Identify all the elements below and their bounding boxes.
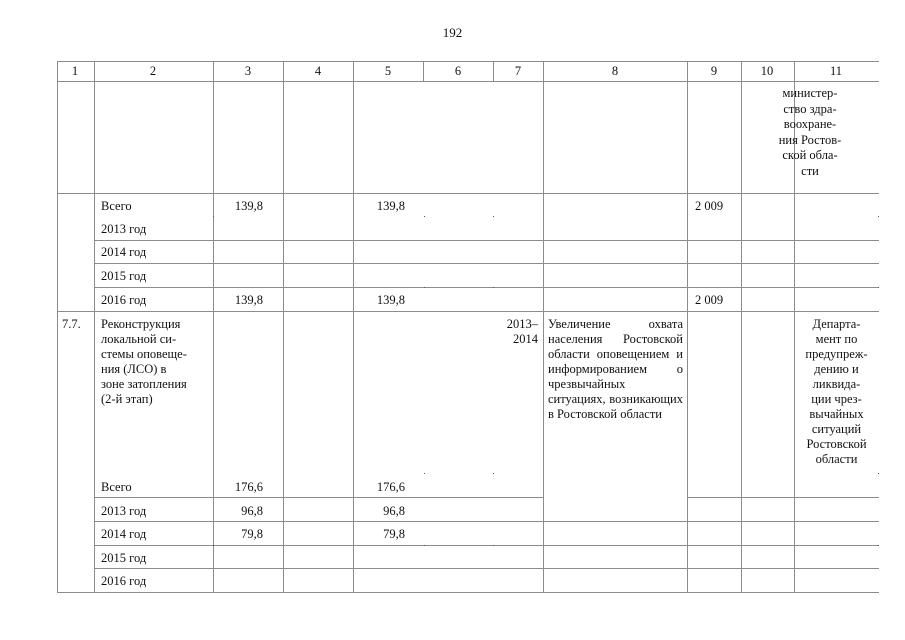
item-number: 7.7. xyxy=(62,317,81,331)
rule-header-bottom xyxy=(57,81,879,82)
scan-speck xyxy=(878,473,879,474)
row-label: 2014 год xyxy=(101,527,147,541)
cell-col3: 79,8 xyxy=(241,527,263,541)
cell-col9: 2 009 xyxy=(695,199,724,213)
row-label: 2016 год xyxy=(101,574,147,588)
column-number: 11 xyxy=(829,64,843,78)
column-number: 8 xyxy=(611,64,619,78)
row-label: 2013 год xyxy=(101,504,147,518)
row-label: 2016 год xyxy=(101,293,147,307)
cell-col5: 79,8 xyxy=(383,527,405,541)
item-title: Реконструкция локальной си- стемы оповеще- ния (ЛСО) в зоне затопления (2-й этап) xyxy=(101,317,187,406)
row-label: Всего xyxy=(101,480,132,494)
row-label: 2015 год xyxy=(101,551,147,565)
rule-col-4 xyxy=(283,61,284,592)
rule-col-6 xyxy=(423,61,424,81)
scan-speck xyxy=(878,545,879,546)
cell-col3: 139,8 xyxy=(234,199,263,213)
rule-row xyxy=(94,287,879,288)
cell-col5: 176,6 xyxy=(376,480,405,494)
rule-col-8 xyxy=(543,61,544,592)
item-result: Увеличение охвата населения Ростовской области оповещением и информированием о чрезвычайных ситуациях, возникающих в Ростовской области xyxy=(548,317,683,421)
rule-top xyxy=(57,61,879,62)
scan-speck xyxy=(493,216,494,217)
column-number: 9 xyxy=(710,64,718,78)
column-number: 4 xyxy=(314,64,322,78)
row-label: 2015 год xyxy=(101,269,147,283)
executor-continuation: министер- ство здра- воохране- ния Ростов- ской обла- сти xyxy=(778,86,842,178)
rule-row xyxy=(94,545,879,546)
rule-row xyxy=(687,497,879,498)
rule-block1-top xyxy=(57,193,879,194)
scan-speck xyxy=(493,287,494,288)
rule-row xyxy=(94,240,879,241)
row-label: Всего xyxy=(101,199,132,213)
rule-row xyxy=(94,497,543,498)
page-number: 192 xyxy=(442,25,463,40)
cell-col3: 139,8 xyxy=(234,293,263,307)
scan-speck xyxy=(878,287,879,288)
rule-block2-top xyxy=(57,311,879,312)
row-label: 2014 год xyxy=(101,245,147,259)
row-label: 2013 год xyxy=(101,222,147,236)
rule-col-left xyxy=(57,61,58,592)
column-number: 5 xyxy=(384,64,392,78)
scan-speck xyxy=(424,473,425,474)
rule-col-2 xyxy=(94,61,95,592)
column-number: 1 xyxy=(71,64,79,78)
cell-col5: 139,8 xyxy=(376,199,405,213)
scan-speck xyxy=(878,216,879,217)
scan-speck xyxy=(213,216,214,217)
column-number: 10 xyxy=(760,64,774,78)
cell-col9: 2 009 xyxy=(695,293,724,307)
scan-speck xyxy=(424,287,425,288)
rule-bottom xyxy=(57,592,879,593)
cell-col5: 139,8 xyxy=(376,293,405,307)
column-number: 3 xyxy=(244,64,252,78)
item-period: 2013– 2014 xyxy=(506,317,538,346)
cell-col3: 176,6 xyxy=(234,480,263,494)
scan-speck xyxy=(493,473,494,474)
rule-row xyxy=(94,568,879,569)
cell-col5: 96,8 xyxy=(383,504,405,518)
column-number: 7 xyxy=(514,64,522,78)
rule-row xyxy=(94,521,879,522)
column-number: 6 xyxy=(454,64,462,78)
cell-col3: 96,8 xyxy=(241,504,263,518)
item-executor: Департа- мент по предупреж- дению и ликвида- ции чрез- вычайных ситуаций Ростовской области xyxy=(805,317,868,466)
scan-speck xyxy=(424,216,425,217)
scan-speck xyxy=(424,545,425,546)
column-number: 2 xyxy=(149,64,157,78)
rule-col-10 xyxy=(741,61,742,592)
rule-col-9 xyxy=(687,61,688,592)
scan-speck xyxy=(493,545,494,546)
scan-speck xyxy=(213,545,214,546)
rule-row xyxy=(94,263,879,264)
